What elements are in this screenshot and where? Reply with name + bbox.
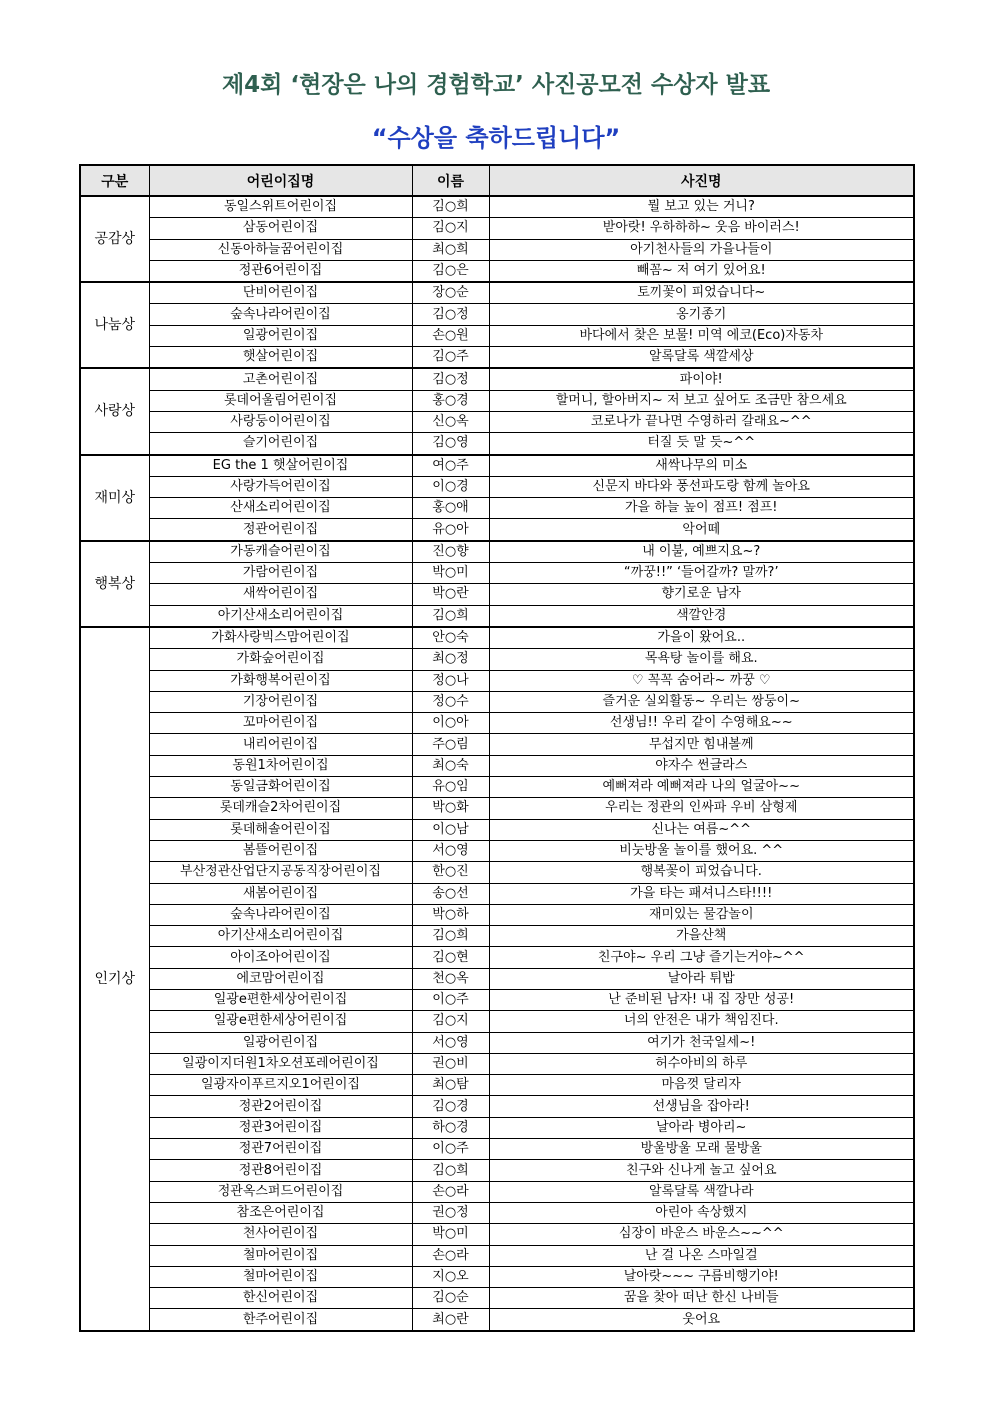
table-row bbox=[80, 325, 914, 346]
winner-name-cell: 김○경 bbox=[412, 1096, 489, 1117]
daycare-name-cell: 정관어린이집 bbox=[149, 519, 412, 541]
photo-title-cell: 알록달록 색깔나라 bbox=[489, 1181, 914, 1202]
daycare-name-cell: 신동아하늘꿈어린이집 bbox=[149, 239, 412, 260]
table-row bbox=[80, 819, 914, 840]
table-row bbox=[80, 1139, 914, 1160]
winner-name-cell: 이○주 bbox=[412, 1139, 489, 1160]
daycare-name-cell: 천사어린이집 bbox=[149, 1224, 412, 1245]
daycare-name-cell: 정관옥스퍼드어린이집 bbox=[149, 1181, 412, 1202]
table-row bbox=[80, 455, 914, 477]
daycare-name-cell: 단비어린이집 bbox=[149, 282, 412, 304]
table-row bbox=[80, 1011, 914, 1032]
winner-name-cell: 김○영 bbox=[412, 433, 489, 455]
daycare-name-cell: 가화행복어린이집 bbox=[149, 670, 412, 691]
daycare-name-cell: 사랑둥이어린이집 bbox=[149, 411, 412, 432]
daycare-name-cell: 정관6어린이집 bbox=[149, 260, 412, 282]
daycare-name-cell: 한신어린이집 bbox=[149, 1288, 412, 1309]
winner-name-cell: 여○주 bbox=[412, 455, 489, 477]
table-row bbox=[80, 989, 914, 1010]
table-row bbox=[80, 798, 914, 819]
award-category-cell: 인기상 bbox=[80, 627, 149, 1331]
award-category-cell: 행복상 bbox=[80, 541, 149, 627]
table-row bbox=[80, 1117, 914, 1138]
table-row bbox=[80, 883, 914, 904]
photo-title-cell: “까꿍!!” ‘들어갈까? 말까?’ bbox=[489, 563, 914, 584]
daycare-name-cell: 부산정관산업단지공동직장어린이집 bbox=[149, 862, 412, 883]
photo-title-cell: 색깔안경 bbox=[489, 605, 914, 627]
table-row bbox=[80, 840, 914, 861]
photo-title-cell: 코로나가 끝나면 수영하러 갈래요~^^ bbox=[489, 411, 914, 432]
winner-name-cell: 지○오 bbox=[412, 1266, 489, 1287]
photo-title-cell: 즐거운 실외활동~ 우리는 쌍둥이~ bbox=[489, 691, 914, 712]
daycare-name-cell: 정관2어린이집 bbox=[149, 1096, 412, 1117]
photo-title-cell: 내 이불, 예쁘지요~? bbox=[489, 541, 914, 563]
photo-title-cell: 목욕탕 놀이를 해요. bbox=[489, 649, 914, 670]
daycare-name-cell: 꼬마어린이집 bbox=[149, 713, 412, 734]
header-category: 구분 bbox=[80, 165, 149, 196]
winner-name-cell: 손○원 bbox=[412, 325, 489, 346]
daycare-name-cell: 가람어린이집 bbox=[149, 563, 412, 584]
daycare-name-cell: 철마어린이집 bbox=[149, 1245, 412, 1266]
winner-name-cell: 진○향 bbox=[412, 541, 489, 563]
table-row bbox=[80, 218, 914, 239]
daycare-name-cell: 롯데해솔어린이집 bbox=[149, 819, 412, 840]
winner-name-cell: 김○희 bbox=[412, 605, 489, 627]
daycare-name-cell: 일광e편한세상어린이집 bbox=[149, 1011, 412, 1032]
table-row bbox=[80, 1053, 914, 1074]
photo-title-cell: 너의 안전은 내가 책임진다. bbox=[489, 1011, 914, 1032]
table-row bbox=[80, 584, 914, 605]
photo-title-cell: ♡ 꼭꼭 숨어라~ 까꿍 ♡ bbox=[489, 670, 914, 691]
winner-name-cell: 김○주 bbox=[412, 347, 489, 369]
table-row bbox=[80, 627, 914, 649]
photo-title-cell: 무섭지만 힘내볼께 bbox=[489, 734, 914, 755]
table-row bbox=[80, 282, 914, 304]
photo-title-cell: 악어떼 bbox=[489, 519, 914, 541]
table-row bbox=[80, 777, 914, 798]
table-row bbox=[80, 498, 914, 519]
daycare-name-cell: 기장어린이집 bbox=[149, 691, 412, 712]
winner-name-cell: 손○라 bbox=[412, 1181, 489, 1202]
winner-name-cell: 김○정 bbox=[412, 368, 489, 390]
award-category-cell: 공감상 bbox=[80, 196, 149, 282]
table-row bbox=[80, 1075, 914, 1096]
photo-title-cell: 가을 하늘 높이 점프! 점프! bbox=[489, 498, 914, 519]
header-photo-title: 사진명 bbox=[489, 165, 914, 196]
winner-name-cell: 송○선 bbox=[412, 883, 489, 904]
table-row bbox=[80, 411, 914, 432]
photo-title-cell: 난 준비된 남자! 내 집 장만 성공! bbox=[489, 989, 914, 1010]
photo-title-cell: 방울방울 모래 물방울 bbox=[489, 1139, 914, 1160]
photo-title-cell: 할머니, 할아버지~ 저 보고 싶어도 조금만 참으세요 bbox=[489, 390, 914, 411]
winner-name-cell: 박○란 bbox=[412, 584, 489, 605]
table-row bbox=[80, 347, 914, 369]
winner-name-cell: 권○비 bbox=[412, 1053, 489, 1074]
winner-name-cell: 김○희 bbox=[412, 196, 489, 218]
photo-title-cell: 여기가 천국일세~! bbox=[489, 1032, 914, 1053]
photo-title-cell: 심장이 바운스 바운스~~^^ bbox=[489, 1224, 914, 1245]
winner-name-cell: 유○아 bbox=[412, 519, 489, 541]
photo-title-cell: 행복꽃이 피었습니다. bbox=[489, 862, 914, 883]
photo-title-cell: 친구야~ 우리 그냥 즐기는거야~^^ bbox=[489, 947, 914, 968]
daycare-name-cell: 고촌어린이집 bbox=[149, 368, 412, 390]
winner-name-cell: 김○희 bbox=[412, 926, 489, 947]
photo-title-cell: 마음껏 달리자 bbox=[489, 1075, 914, 1096]
winner-name-cell: 홍○애 bbox=[412, 498, 489, 519]
photo-title-cell: 비눗방울 놀이를 했어요. ^^ bbox=[489, 840, 914, 861]
daycare-name-cell: 가동캐슬어린이집 bbox=[149, 541, 412, 563]
daycare-name-cell: 새싹어린이집 bbox=[149, 584, 412, 605]
daycare-name-cell: 한주어린이집 bbox=[149, 1309, 412, 1331]
photo-title-cell: 빼꼼~ 저 여기 있어요! bbox=[489, 260, 914, 282]
table-row bbox=[80, 239, 914, 260]
daycare-name-cell: 롯데캐슬2차어린이집 bbox=[149, 798, 412, 819]
winner-name-cell: 최○란 bbox=[412, 1309, 489, 1331]
photo-title-cell: 난 걸 나온 스마일걸 bbox=[489, 1245, 914, 1266]
winner-name-cell: 유○임 bbox=[412, 777, 489, 798]
winner-name-cell: 김○은 bbox=[412, 260, 489, 282]
photo-title-cell: 친구와 신나게 놀고 싶어요 bbox=[489, 1160, 914, 1181]
photo-title-cell: 날아랏~~~ 구름비행기야! bbox=[489, 1266, 914, 1287]
winner-name-cell: 홍○경 bbox=[412, 390, 489, 411]
daycare-name-cell: 삼동어린이집 bbox=[149, 218, 412, 239]
photo-title-cell: 재미있는 물감놀이 bbox=[489, 904, 914, 925]
winner-name-cell: 김○희 bbox=[412, 1160, 489, 1181]
table-row bbox=[80, 691, 914, 712]
table-row bbox=[80, 519, 914, 541]
winner-name-cell: 주○림 bbox=[412, 734, 489, 755]
winner-name-cell: 김○지 bbox=[412, 1011, 489, 1032]
award-category-cell: 나눔상 bbox=[80, 282, 149, 368]
table-row bbox=[80, 904, 914, 925]
daycare-name-cell: 햇살어린이집 bbox=[149, 347, 412, 369]
table-row bbox=[80, 304, 914, 325]
daycare-name-cell: 일광e편한세상어린이집 bbox=[149, 989, 412, 1010]
table-row bbox=[80, 649, 914, 670]
daycare-name-cell: 롯데어울림어린이집 bbox=[149, 390, 412, 411]
table-row bbox=[80, 755, 914, 776]
winner-name-cell: 안○숙 bbox=[412, 627, 489, 649]
winner-name-cell: 천○옥 bbox=[412, 968, 489, 989]
table-row bbox=[80, 947, 914, 968]
table-header-row bbox=[80, 165, 914, 196]
winner-name-cell: 이○경 bbox=[412, 476, 489, 497]
table-row bbox=[80, 670, 914, 691]
winner-name-cell: 최○탐 bbox=[412, 1075, 489, 1096]
winner-name-cell: 최○정 bbox=[412, 649, 489, 670]
award-category-cell: 재미상 bbox=[80, 455, 149, 541]
table-row bbox=[80, 563, 914, 584]
winner-name-cell: 신○옥 bbox=[412, 411, 489, 432]
table-row bbox=[80, 390, 914, 411]
daycare-name-cell: 일광자이푸르지오1어린이집 bbox=[149, 1075, 412, 1096]
table-row bbox=[80, 541, 914, 563]
table-row bbox=[80, 1181, 914, 1202]
header-name: 이름 bbox=[412, 165, 489, 196]
daycare-name-cell: 숲속나라어린이집 bbox=[149, 904, 412, 925]
table-body bbox=[80, 196, 914, 1331]
winner-name-cell: 이○남 bbox=[412, 819, 489, 840]
winner-name-cell: 한○진 bbox=[412, 862, 489, 883]
winner-name-cell: 최○희 bbox=[412, 239, 489, 260]
table-row bbox=[80, 260, 914, 282]
photo-title-cell: 아기천사들의 가을나들이 bbox=[489, 239, 914, 260]
daycare-name-cell: 정관3어린이집 bbox=[149, 1117, 412, 1138]
photo-title-cell: 허수아비의 하루 bbox=[489, 1053, 914, 1074]
photo-title-cell: 향기로운 남자 bbox=[489, 584, 914, 605]
table-row bbox=[80, 713, 914, 734]
congratulation-subtitle: “수상을 축하드립니다” bbox=[371, 124, 621, 152]
photo-title-cell: 뭘 보고 있는 거니? bbox=[489, 196, 914, 218]
daycare-name-cell: 아기산새소리어린이집 bbox=[149, 605, 412, 627]
table-row bbox=[80, 1245, 914, 1266]
table-row bbox=[80, 734, 914, 755]
daycare-name-cell: 일광이지더원1차오션포레어린이집 bbox=[149, 1053, 412, 1074]
table-row bbox=[80, 1160, 914, 1181]
photo-title-cell: 야자수 썬글라스 bbox=[489, 755, 914, 776]
daycare-name-cell: 가화숲어린이집 bbox=[149, 649, 412, 670]
winner-name-cell: 김○정 bbox=[412, 304, 489, 325]
daycare-name-cell: 에코맘어린이집 bbox=[149, 968, 412, 989]
table-row bbox=[80, 862, 914, 883]
photo-title-cell: 선생님을 잡아라! bbox=[489, 1096, 914, 1117]
photo-title-cell: 터질 듯 말 듯~^^ bbox=[489, 433, 914, 455]
daycare-name-cell: 사랑가득어린이집 bbox=[149, 476, 412, 497]
daycare-name-cell: 일광어린이집 bbox=[149, 325, 412, 346]
daycare-name-cell: 동일금화어린이집 bbox=[149, 777, 412, 798]
table-row bbox=[80, 1266, 914, 1287]
photo-title-cell: 웃어요 bbox=[489, 1309, 914, 1331]
table-row bbox=[80, 605, 914, 627]
table-row bbox=[80, 196, 914, 218]
winner-name-cell: 김○순 bbox=[412, 1288, 489, 1309]
winner-name-cell: 박○미 bbox=[412, 1224, 489, 1245]
table-row bbox=[80, 1032, 914, 1053]
table-row bbox=[80, 1224, 914, 1245]
daycare-name-cell: 새봄어린이집 bbox=[149, 883, 412, 904]
photo-title-cell: 신나는 여름~^^ bbox=[489, 819, 914, 840]
daycare-name-cell: 철마어린이집 bbox=[149, 1266, 412, 1287]
photo-title-cell: 날아라 튀밥 bbox=[489, 968, 914, 989]
winner-name-cell: 박○화 bbox=[412, 798, 489, 819]
daycare-name-cell: 아이조아어린이집 bbox=[149, 947, 412, 968]
daycare-name-cell: 정관8어린이집 bbox=[149, 1160, 412, 1181]
photo-title-cell: 파이야! bbox=[489, 368, 914, 390]
photo-title-cell: 날아라 병아리~ bbox=[489, 1117, 914, 1138]
photo-title-cell: 바다에서 찾은 보물! 미역 에코(Eco)자동차 bbox=[489, 325, 914, 346]
photo-title-cell: 가을이 왔어요.. bbox=[489, 627, 914, 649]
photo-title-cell: 받아랏! 우하하하~ 웃음 바이러스! bbox=[489, 218, 914, 239]
award-winners-table bbox=[79, 164, 915, 1332]
daycare-name-cell: 숲속나라어린이집 bbox=[149, 304, 412, 325]
daycare-name-cell: 봄뜰어린이집 bbox=[149, 840, 412, 861]
winner-name-cell: 김○지 bbox=[412, 218, 489, 239]
winner-name-cell: 김○현 bbox=[412, 947, 489, 968]
photo-title-cell: 알록달록 색깔세상 bbox=[489, 347, 914, 369]
daycare-name-cell: 일광어린이집 bbox=[149, 1032, 412, 1053]
winner-name-cell: 정○나 bbox=[412, 670, 489, 691]
winner-name-cell: 이○아 bbox=[412, 713, 489, 734]
photo-title-cell: 가을산책 bbox=[489, 926, 914, 947]
table-row bbox=[80, 1309, 914, 1331]
table-row bbox=[80, 433, 914, 455]
photo-title-cell: 꿈을 찾아 떠난 한신 나비들 bbox=[489, 1288, 914, 1309]
table-row bbox=[80, 968, 914, 989]
daycare-name-cell: 산새소리어린이집 bbox=[149, 498, 412, 519]
winner-name-cell: 이○주 bbox=[412, 989, 489, 1010]
header-daycare-name: 어린이집명 bbox=[149, 165, 412, 196]
photo-title-cell: 우리는 정관의 인싸파 우비 삼형제 bbox=[489, 798, 914, 819]
winner-name-cell: 박○하 bbox=[412, 904, 489, 925]
winner-name-cell: 하○경 bbox=[412, 1117, 489, 1138]
winner-name-cell: 권○정 bbox=[412, 1202, 489, 1223]
photo-title-cell: 토끼꽃이 피었습니다~ bbox=[489, 282, 914, 304]
photo-title-cell: 아린아 속상했지 bbox=[489, 1202, 914, 1223]
table-row bbox=[80, 476, 914, 497]
daycare-name-cell: 동원1차어린이집 bbox=[149, 755, 412, 776]
winner-name-cell: 최○숙 bbox=[412, 755, 489, 776]
photo-title-cell: 가을 타는 패셔니스타!!!! bbox=[489, 883, 914, 904]
photo-title-cell: 예뻐져라 예뻐져라 나의 얼굴아~~ bbox=[489, 777, 914, 798]
winner-name-cell: 서○영 bbox=[412, 840, 489, 861]
winner-name-cell: 박○미 bbox=[412, 563, 489, 584]
daycare-name-cell: 아기산새소리어린이집 bbox=[149, 926, 412, 947]
photo-title-cell: 신문지 바다와 풍선파도랑 함께 놀아요 bbox=[489, 476, 914, 497]
table-row bbox=[80, 1096, 914, 1117]
award-category-cell: 사랑상 bbox=[80, 368, 149, 454]
daycare-name-cell: 참조은어린이집 bbox=[149, 1202, 412, 1223]
daycare-name-cell: EG the 1 햇살어린이집 bbox=[149, 455, 412, 477]
table-row bbox=[80, 1288, 914, 1309]
photo-title-cell: 옹기종기 bbox=[489, 304, 914, 325]
daycare-name-cell: 내리어린이집 bbox=[149, 734, 412, 755]
winner-name-cell: 장○순 bbox=[412, 282, 489, 304]
winner-name-cell: 손○라 bbox=[412, 1245, 489, 1266]
daycare-name-cell: 슬기어린이집 bbox=[149, 433, 412, 455]
table-row bbox=[80, 1202, 914, 1223]
daycare-name-cell: 가화사랑빅스맘어린이집 bbox=[149, 627, 412, 649]
photo-title-cell: 선생님!! 우리 같이 수영해요~~ bbox=[489, 713, 914, 734]
daycare-name-cell: 정관7어린이집 bbox=[149, 1139, 412, 1160]
document-title: 제4회 ‘현장은 나의 경험학교’ 사진공모전 수상자 발표 bbox=[221, 72, 771, 98]
photo-title-cell: 새싹나무의 미소 bbox=[489, 455, 914, 477]
winner-name-cell: 정○수 bbox=[412, 691, 489, 712]
table-row bbox=[80, 368, 914, 390]
winner-name-cell: 서○영 bbox=[412, 1032, 489, 1053]
daycare-name-cell: 동일스위트어린이집 bbox=[149, 196, 412, 218]
table-row bbox=[80, 926, 914, 947]
